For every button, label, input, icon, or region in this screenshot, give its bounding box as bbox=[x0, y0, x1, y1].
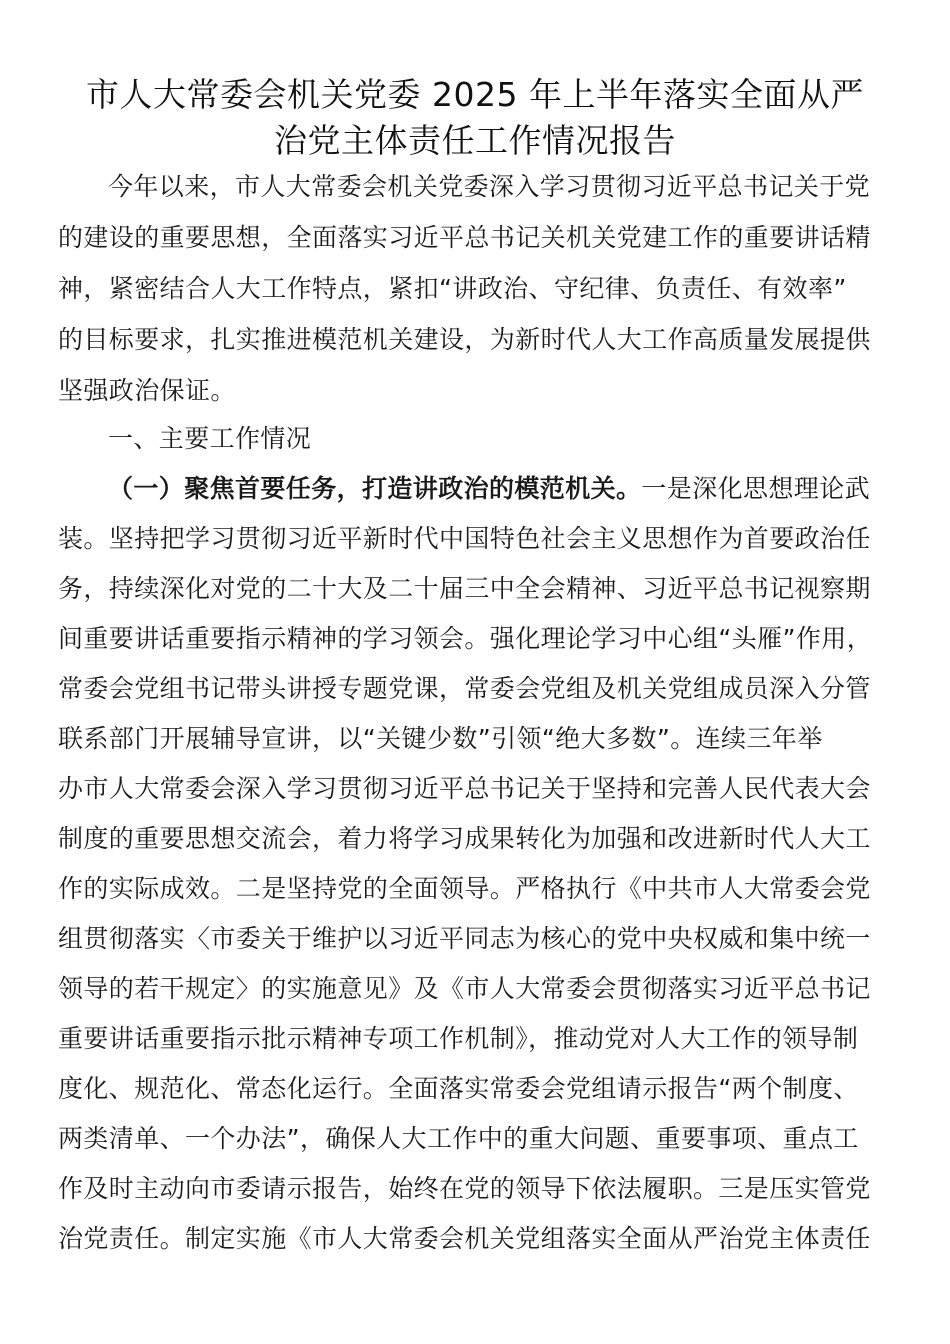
body-line-13: 两类清单、一个办法”，确保人大工作中的重大问题、重要事项、重点工 bbox=[58, 1124, 859, 1153]
body-line-11: 重要讲话重要指示批示精神专项工作机制》，推动党对人大工作的领导制 bbox=[58, 1024, 859, 1053]
body-line-1: 装。坚持把学习贯彻习近平新时代中国特色社会主义思想作为首要政治任 bbox=[58, 524, 871, 553]
body-line-15: 治党责任。制定实施《市人大常委会机关党组落实全面从严治党主体责任 bbox=[58, 1224, 871, 1253]
document-title-line-1: 市人大常委会机关党委 2025 年上半年落实全面从严 bbox=[86, 75, 864, 114]
intro-line-2: 的建设的重要思想，全面落实习近平总书记关机关党建工作的重要讲话精 bbox=[58, 223, 871, 252]
intro-line-5: 坚强政治保证。 bbox=[58, 376, 236, 405]
body-line-6: 办市人大常委会深入学习贯彻习近平总书记关于坚持和完善人民代表大会 bbox=[58, 774, 871, 803]
body-line-8: 作的实际成效。二是坚持党的全面领导。严格执行《中共市人大常委会党 bbox=[58, 874, 871, 903]
body-line-3: 间重要讲话重要指示精神的学习领会。强化理论学习中心组“头雁”作用， bbox=[58, 624, 873, 653]
body-line-7: 制度的重要思想交流会，着力将学习成果转化为加强和改进新时代人大工 bbox=[58, 824, 871, 853]
intro-line-3: 神，紧密结合人大工作特点，紧扣“讲政治、守纪律、负责任、有效率” bbox=[58, 274, 847, 303]
subsection-first-line bbox=[108, 472, 870, 506]
subsection-heading: （一）聚焦首要任务，打造讲政治的模范机关。 bbox=[108, 474, 642, 503]
intro-line-4: 的目标要求，扎实推进模范机关建设，为新时代人大工作高质量发展提供 bbox=[58, 325, 871, 354]
body-line-2: 务，持续深化对党的二十大及二十届三中全会精神、习近平总书记视察期 bbox=[58, 574, 871, 603]
body-line-10: 领导的若干规定〉的实施意见》及《市人大常委会贯彻落实习近平总书记 bbox=[58, 974, 871, 1003]
body-line-9: 组贯彻落实〈市委关于维护以习近平同志为核心的党中央权威和集中统一 bbox=[58, 924, 871, 953]
document-title-line-2: 治党主体责任工作情况报告 bbox=[274, 121, 676, 160]
intro-line-1: 今年以来，市人大常委会机关党委深入学习贯彻习近平总书记关于党 bbox=[108, 172, 871, 201]
body-line-14: 作及时主动向市委请示报告，始终在党的领导下依法履职。三是压实管党 bbox=[58, 1174, 871, 1203]
body-line-5: 联系部门开展辅导宣讲，以“关键少数”引领“绝大多数”。连续三年举 bbox=[58, 724, 823, 753]
subsection-first-line-text: 一是深化思想理论武 bbox=[641, 474, 871, 503]
body-line-4: 常委会党组书记带头讲授专题党课，常委会党组及机关党组成员深入分管 bbox=[58, 674, 871, 703]
body-line-12: 度化、规范化、常态化运行。全面落实常委会党组请示报告“两个制度、 bbox=[58, 1074, 859, 1103]
section-heading: 一、主要工作情况 bbox=[108, 424, 312, 453]
